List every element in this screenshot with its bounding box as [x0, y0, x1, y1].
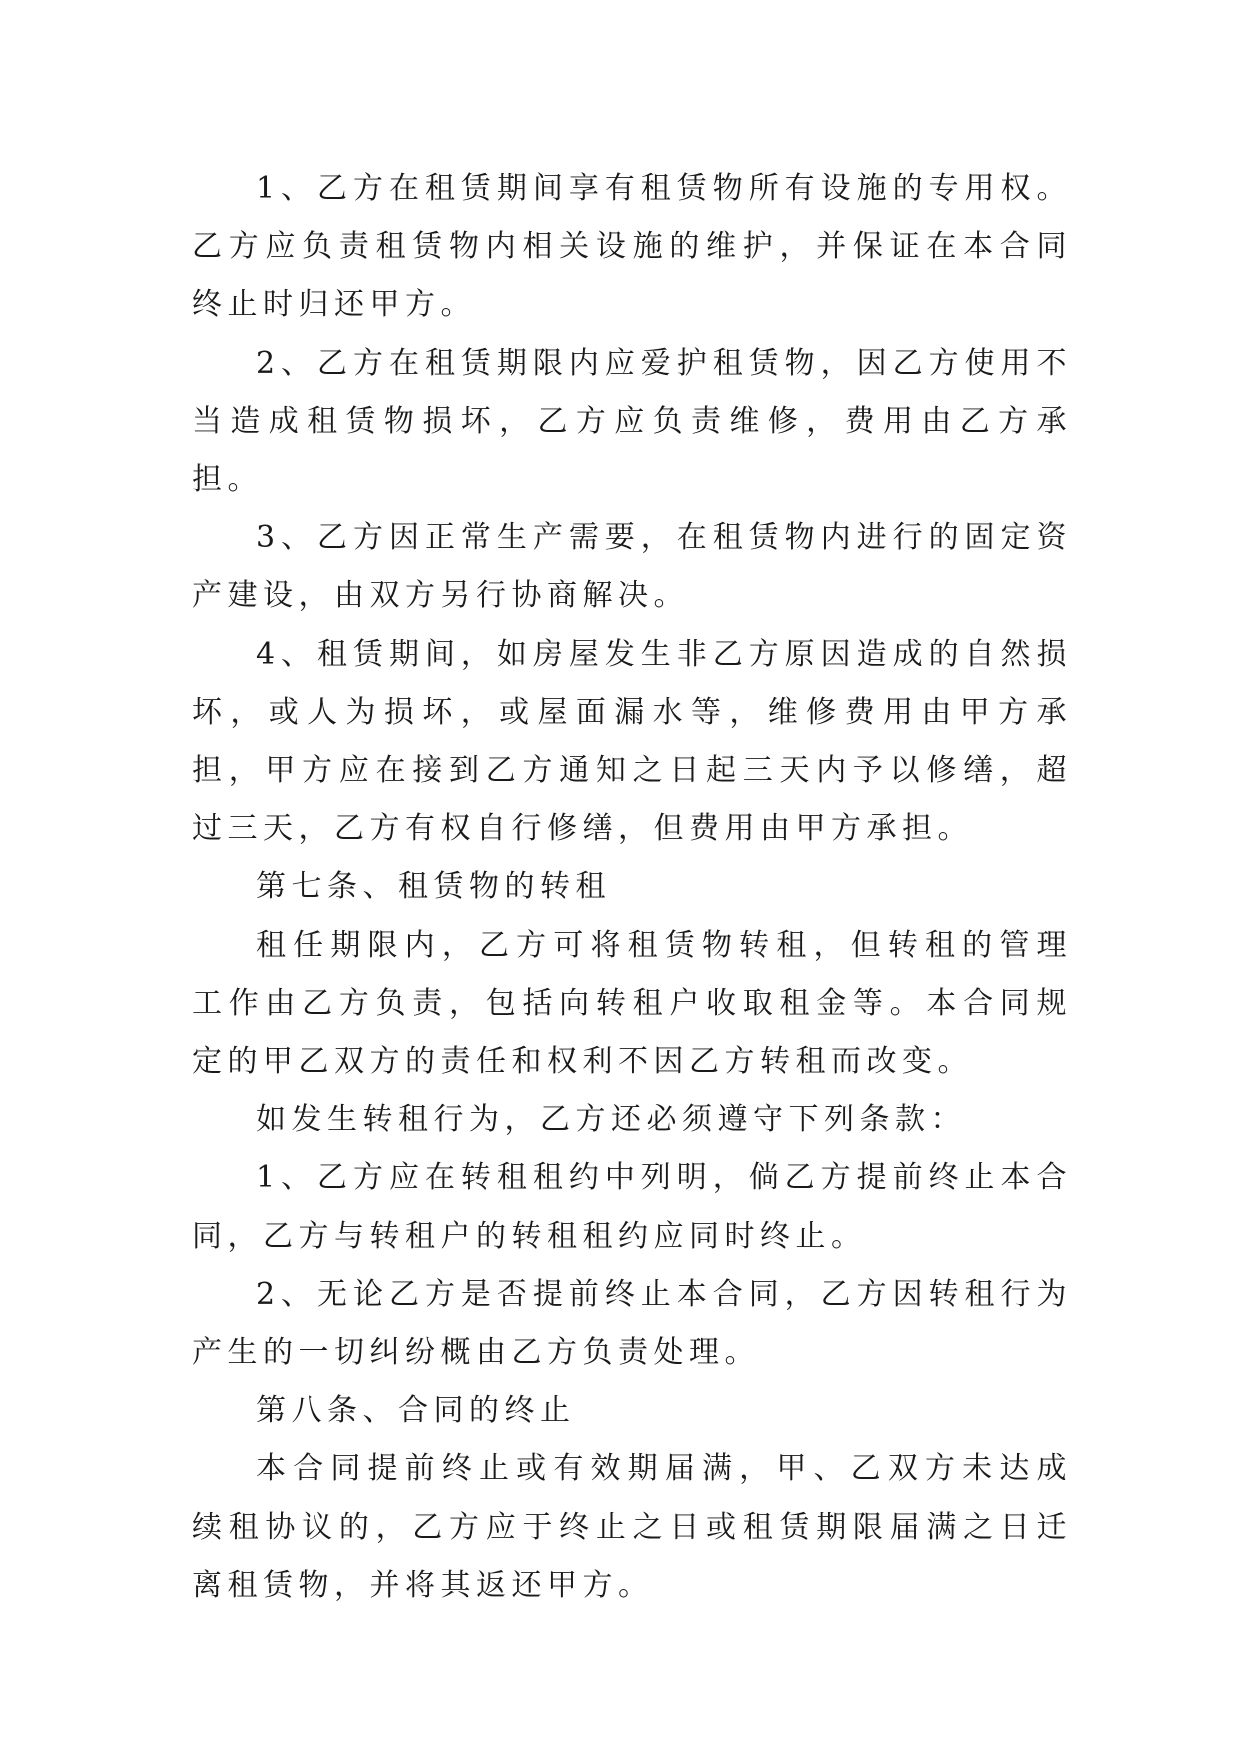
paragraph-article-8-body: 本合同提前终止或有效期届满，甲、乙双方未达成续租协议的，乙方应于终止之日或租赁期限届满之日迁离租赁物，并将其返还甲方。 [192, 1451, 1072, 1603]
paragraph-clause-6-3: 3、乙方因正常生产需要，在租赁物内进行的固定资产建设，由双方另行协商解决。 [192, 520, 1072, 614]
paragraph-sublease-term-2: 2、无论乙方是否提前终止本合同，乙方因转租行为产生的一切纠纷概由乙方负责处理。 [192, 1276, 1072, 1371]
paragraph-clause-6-1: 1、乙方在租赁期间享有租赁物所有设施的专用权。乙方应负责租赁物内相关设施的维护，并保证在本合同终止时归还甲方。 [192, 171, 1072, 323]
section-heading-article-8: 第八条、合同的终止 [256, 1393, 576, 1429]
paragraph-clause-6-4: 4、租赁期间，如房屋发生非乙方原因造成的自然损坏，或人为损坏，或屋面漏水等，维修费用由甲方承担，甲方应在接到乙方通知之日起三天内予以修缮，超过三天，乙方有权自行修缮，但费用由甲方承担。 [192, 636, 1072, 847]
document-body [192, 160, 1072, 1615]
paragraph-sublease-terms-intro: 如发生转租行为，乙方还必须遵守下列条款： [256, 1102, 966, 1138]
paragraph-article-7-body: 租任期限内，乙方可将租赁物转租，但转租的管理工作由乙方负责，包括向转租户收取租金等。本合同规定的甲乙双方的责任和权利不因乙方转租而改变。 [192, 927, 1072, 1080]
paragraph-sublease-term-1: 1、乙方应在转租租约中列明，倘乙方提前终止本合同，乙方与转租户的转租租约应同时终止。 [192, 1160, 1072, 1254]
paragraph-clause-6-2: 2、乙方在租赁期限内应爱护租赁物，因乙方使用不当造成租赁物损坏，乙方应负责维修，费用由乙方承担。 [192, 345, 1072, 498]
section-heading-article-7: 第七条、租赁物的转租 [256, 869, 611, 905]
